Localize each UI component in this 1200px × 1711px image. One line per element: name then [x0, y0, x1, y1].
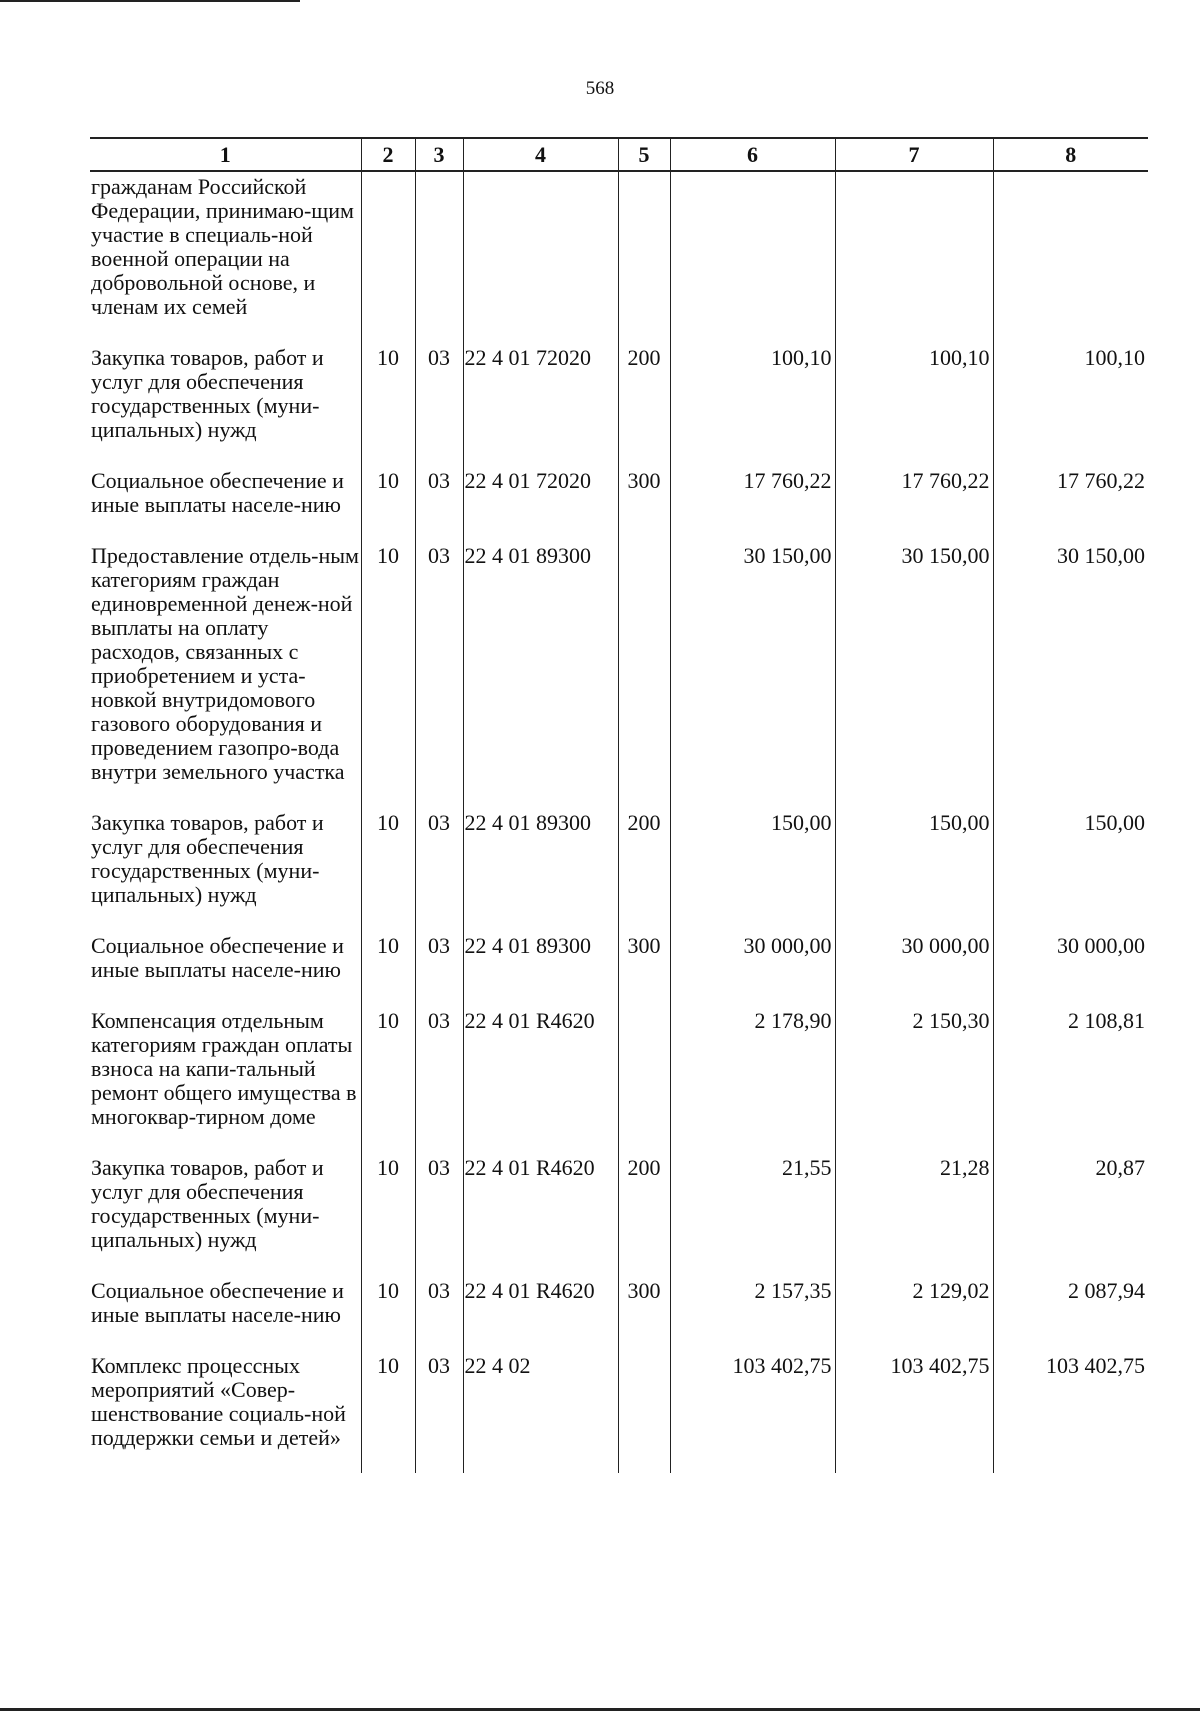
- table-row: [90, 807, 1148, 930]
- amount-col-8: 30 000,00: [993, 930, 1148, 1005]
- expense-type-code: 300: [618, 930, 670, 1005]
- row-name: гражданам Российской Федерации, принимаю-щим участие в специаль-ной военной операции на добровольной основе, и членам их семей: [91, 174, 354, 319]
- amount-col-7: 30 150,00: [835, 540, 993, 807]
- amount-col-6: 100,10: [670, 342, 835, 465]
- amount-col-8: 150,00: [993, 807, 1148, 930]
- row-name: Социальное обеспечение и иные выплаты населе-нию: [91, 468, 344, 517]
- header-col-3: 3: [415, 138, 463, 171]
- expense-type-code: 300: [618, 465, 670, 540]
- amount-col-6: 2 178,90: [670, 1005, 835, 1152]
- amount-col-6: 21,55: [670, 1152, 835, 1275]
- subsection-code: 03: [415, 1275, 463, 1350]
- section-code: 10: [361, 465, 415, 540]
- subsection-code: [415, 171, 463, 342]
- amount-col-8: [993, 171, 1148, 342]
- row-name: Предоставление отдель-ным категориям граждан единовременной денеж-ной выплаты на оплату расходов, связанных с приобретением и уста-новкой внутридомового газового оборудования и проведением газопро-вода внутри земельного участка: [91, 543, 359, 784]
- amount-col-6: 30 000,00: [670, 930, 835, 1005]
- row-name: Закупка товаров, работ и услуг для обеспечения государственных (муни-ципальных) нужд: [91, 1155, 324, 1252]
- row-name: Социальное обеспечение и иные выплаты населе-нию: [91, 1278, 344, 1327]
- amount-col-6: 30 150,00: [670, 540, 835, 807]
- expense-type-code: [618, 171, 670, 342]
- target-article-code: 22 4 01 89300: [463, 540, 618, 807]
- table-row: [90, 1275, 1148, 1350]
- target-article-code: 22 4 01 R4620: [463, 1275, 618, 1350]
- header-col-8: 8: [993, 138, 1148, 171]
- amount-col-8: 30 150,00: [993, 540, 1148, 807]
- amount-col-6: 17 760,22: [670, 465, 835, 540]
- target-article-code: 22 4 01 72020: [463, 465, 618, 540]
- subsection-code: 03: [415, 1152, 463, 1275]
- section-code: 10: [361, 1005, 415, 1152]
- row-name: Закупка товаров, работ и услуг для обеспечения государственных (муни-ципальных) нужд: [91, 345, 324, 442]
- expense-type-code: [618, 540, 670, 807]
- table-row: [90, 1350, 1148, 1473]
- header-col-4: 4: [463, 138, 618, 171]
- subsection-code: 03: [415, 1350, 463, 1473]
- amount-col-6: [670, 171, 835, 342]
- table-row: [90, 1005, 1148, 1152]
- target-article-code: 22 4 01 R4620: [463, 1005, 618, 1152]
- amount-col-7: 17 760,22: [835, 465, 993, 540]
- scan-edge-top: [0, 0, 300, 2]
- subsection-code: 03: [415, 540, 463, 807]
- page-number: 568: [585, 78, 615, 99]
- amount-col-7: 100,10: [835, 342, 993, 465]
- subsection-code: 03: [415, 807, 463, 930]
- section-code: 10: [361, 1350, 415, 1473]
- amount-col-8: 2 087,94: [993, 1275, 1148, 1350]
- amount-col-8: 20,87: [993, 1152, 1148, 1275]
- amount-col-6: 150,00: [670, 807, 835, 930]
- header-col-1: 1: [90, 138, 361, 171]
- section-code: 10: [361, 1152, 415, 1275]
- table-row: [90, 930, 1148, 1005]
- table-row: [90, 1152, 1148, 1275]
- target-article-code: 22 4 01 89300: [463, 807, 618, 930]
- row-name: Социальное обеспечение и иные выплаты населе-нию: [91, 933, 344, 982]
- table-row: [90, 171, 1148, 342]
- expense-type-code: [618, 1350, 670, 1473]
- table-row: [90, 342, 1148, 465]
- amount-col-7: 21,28: [835, 1152, 993, 1275]
- amount-col-7: 103 402,75: [835, 1350, 993, 1473]
- amount-col-8: 2 108,81: [993, 1005, 1148, 1152]
- amount-col-8: 100,10: [993, 342, 1148, 465]
- section-code: [361, 171, 415, 342]
- amount-col-7: [835, 171, 993, 342]
- table-row: [90, 540, 1148, 807]
- amount-col-6: 2 157,35: [670, 1275, 835, 1350]
- row-name: Комплекс процессных мероприятий «Совер-шенствование социаль-ной поддержки семьи и детей»: [91, 1353, 346, 1450]
- amount-col-8: 17 760,22: [993, 465, 1148, 540]
- target-article-code: [463, 171, 618, 342]
- amount-col-7: 2 129,02: [835, 1275, 993, 1350]
- amount-col-7: 30 000,00: [835, 930, 993, 1005]
- header-col-7: 7: [835, 138, 993, 171]
- expense-type-code: 300: [618, 1275, 670, 1350]
- section-code: 10: [361, 930, 415, 1005]
- section-code: 10: [361, 342, 415, 465]
- amount-col-6: 103 402,75: [670, 1350, 835, 1473]
- amount-col-7: 150,00: [835, 807, 993, 930]
- header-col-5: 5: [618, 138, 670, 171]
- header-col-2: 2: [361, 138, 415, 171]
- target-article-code: 22 4 01 R4620: [463, 1152, 618, 1275]
- expense-type-code: [618, 1005, 670, 1152]
- expense-type-code: 200: [618, 807, 670, 930]
- section-code: 10: [361, 540, 415, 807]
- table-row: [90, 465, 1148, 540]
- amount-col-8: 103 402,75: [993, 1350, 1148, 1473]
- header-row: [90, 138, 1148, 171]
- target-article-code: 22 4 01 89300: [463, 930, 618, 1005]
- section-code: 10: [361, 807, 415, 930]
- subsection-code: 03: [415, 1005, 463, 1152]
- section-code: 10: [361, 1275, 415, 1350]
- subsection-code: 03: [415, 930, 463, 1005]
- subsection-code: 03: [415, 465, 463, 540]
- expense-type-code: 200: [618, 1152, 670, 1275]
- amount-col-7: 2 150,30: [835, 1005, 993, 1152]
- expense-type-code: 200: [618, 342, 670, 465]
- target-article-code: 22 4 01 72020: [463, 342, 618, 465]
- budget-table: [90, 137, 1148, 1473]
- row-name: Компенсация отдельным категориям граждан оплаты взноса на капи-тальный ремонт общего имущества в многоквар-тирном доме: [91, 1008, 357, 1129]
- header-col-6: 6: [670, 138, 835, 171]
- row-name: Закупка товаров, работ и услуг для обеспечения государственных (муни-ципальных) нужд: [91, 810, 324, 907]
- subsection-code: 03: [415, 342, 463, 465]
- target-article-code: 22 4 02: [463, 1350, 618, 1473]
